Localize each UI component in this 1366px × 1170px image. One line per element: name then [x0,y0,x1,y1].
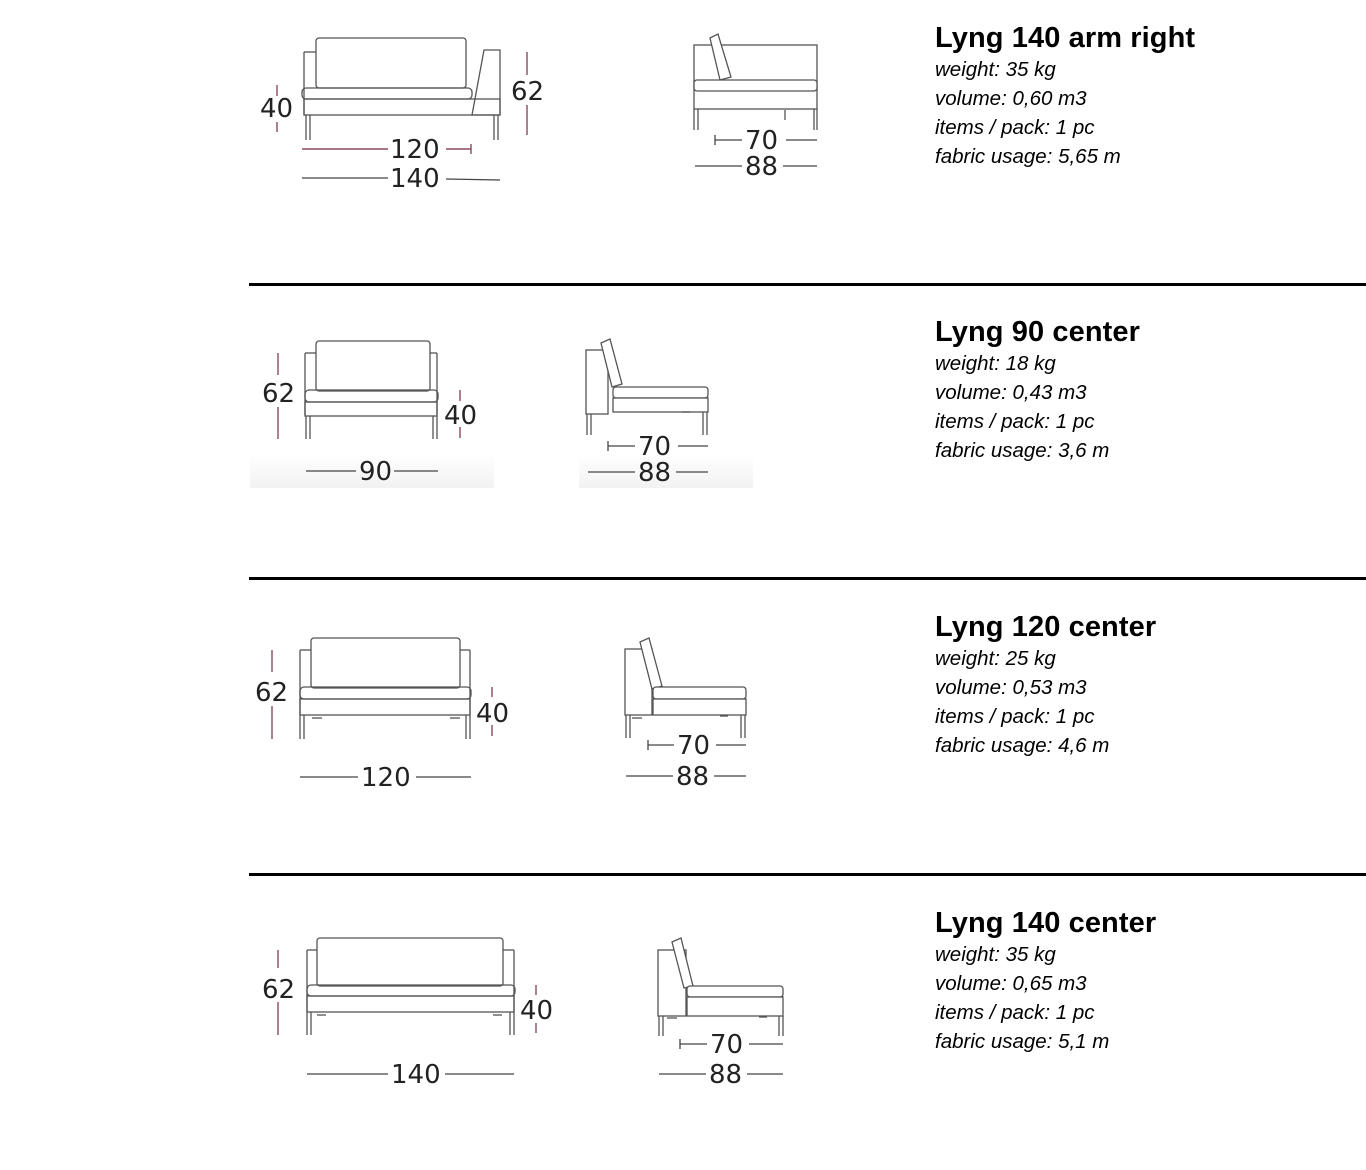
dim-seat-height: 40 [444,401,478,431]
front-view-drawing [250,335,500,495]
spec-volume: volume: 0,65 m3 [935,972,1087,995]
dim-width: 140 [391,1060,441,1090]
spec-fabric-usage: fabric usage: 3,6 m [935,439,1110,462]
spec-volume: volume: 0,43 m3 [935,381,1087,404]
product-lyng-90-center [0,290,1366,580]
product-title: Lyng 140 center [935,907,1157,939]
spec-weight: weight: 25 kg [935,647,1056,670]
spec-items-per-pack: items / pack: 1 pc [935,116,1095,139]
product-info [935,315,1140,465]
spec-fabric-usage: fabric usage: 5,1 m [935,1030,1110,1053]
dim-back-height: 62 [511,77,545,107]
dim-seat-height: 40 [476,699,510,729]
product-title: Lyng 120 center [935,611,1157,643]
dim-seat-height: 40 [260,94,294,124]
dim-seat-depth: 70 [677,731,711,761]
dim-seat-depth: 70 [745,126,779,156]
product-info [935,610,1156,760]
front-view-drawing [250,925,560,1095]
dim-total-depth: 88 [638,458,672,488]
spec-items-per-pack: items / pack: 1 pc [935,705,1095,728]
front-view-drawing [250,630,520,800]
spec-items-per-pack: items / pack: 1 pc [935,410,1095,433]
dim-back-height: 62 [262,379,296,409]
spec-weight: weight: 35 kg [935,943,1056,966]
product-lyng-140-center [0,880,1366,1170]
dim-total-depth: 88 [745,152,779,182]
dim-width: 120 [361,763,411,793]
spec-volume: volume: 0,60 m3 [935,87,1087,110]
spec-weight: weight: 35 kg [935,58,1056,81]
spec-volume: volume: 0,53 m3 [935,676,1087,699]
dim-seat-depth: 70 [710,1030,744,1060]
front-view-drawing [250,30,545,200]
product-title: Lyng 140 arm right [935,22,1196,54]
dim-seat-depth: 70 [638,432,672,462]
dim-back-height: 62 [255,678,289,708]
product-info [935,21,1195,171]
product-lyng-120-center [0,585,1366,875]
section-divider [249,873,1366,876]
side-view-drawing [690,30,830,190]
dim-inner-width: 120 [390,135,440,165]
side-view-drawing [655,925,795,1095]
spec-fabric-usage: fabric usage: 4,6 m [935,734,1110,757]
dim-width: 90 [359,457,393,487]
product-info [935,906,1156,1056]
product-lyng-140-arm-right [0,0,1366,290]
side-view-drawing [580,335,720,495]
dim-total-depth: 88 [676,762,710,792]
side-view-drawing [620,630,760,800]
section-divider [249,577,1366,580]
dim-back-height: 62 [262,975,296,1005]
spec-fabric-usage: fabric usage: 5,65 m [935,145,1121,168]
dim-seat-height: 40 [520,996,554,1026]
dim-total-depth: 88 [709,1060,743,1090]
spec-items-per-pack: items / pack: 1 pc [935,1001,1095,1024]
dim-outer-width: 140 [390,164,440,194]
section-divider [249,283,1366,286]
spec-weight: weight: 18 kg [935,352,1056,375]
product-title: Lyng 90 center [935,316,1141,348]
